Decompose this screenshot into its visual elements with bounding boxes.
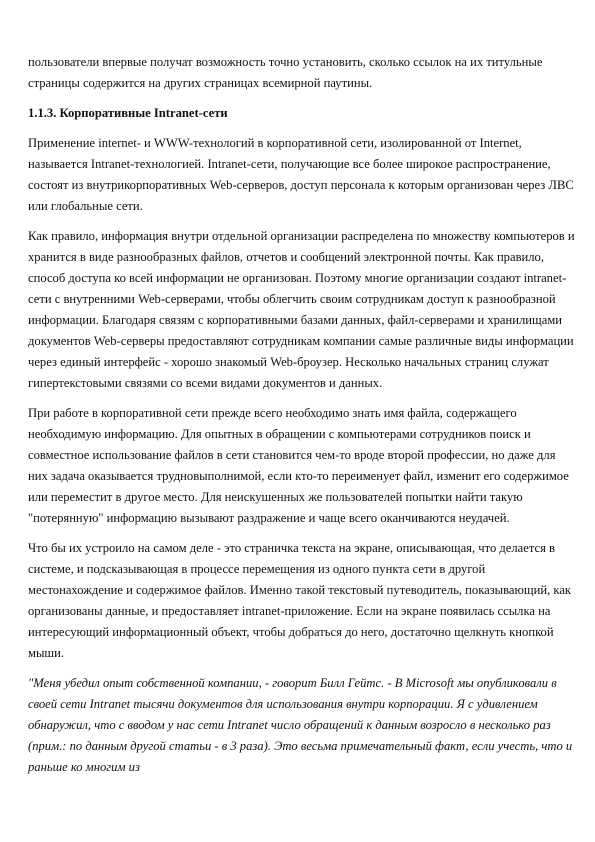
paragraph-file-search: При работе в корпоративной сети прежде всего необходимо знать имя файла, содержащего необходимую информацию. Для опытных в обращении с компьютерами сотрудников поиск и совместное использование файлов в сети становится чем-то вроде второй профессии, но даже для них задача оказывается трудновыполнимой, если кто-то переименует файл, изменит его содержимое или переместит в другое место. Для неискушенных же пользователей попытки найти такую "потерянную" информацию вызывают раздражение и чаще всего оканчиваются неудачей. — [28, 406, 569, 525]
quote-paragraph: "Меня убедил опыт собственной компании, - говорит Билл Гейтс. - В Microsoft мы опубликовали в своей сети Intranet тысячи документов для использования внутри корпорации. Я с удивлением обнаружил, что с вводом у нас сети Intranet число обращений к данным возросло в несколько раз (прим.: по данным другой статьи - в 3 раза). Это весьма примечательный факт, если учесть, что и раньше ко многим из — [28, 676, 573, 774]
paragraph-text-guide: Что бы их устроило на самом деле - это страничка текста на экране, описывающая, что делается в системе, и подсказывающая в процессе перемещения из одного пункта сети в другой местонахождение и содержимое файлов. Именно такой текстовый путеводитель, показывающий, как организованы данные, и предоставляет intranet-приложение. Если на экране появилась ссылка на интересующий информационный объект, чтобы добраться до него, достаточно щелкнуть кнопкой мыши. — [28, 541, 572, 660]
section-heading: 1.1.3. Корпоративные Intranet-сети — [28, 106, 228, 120]
paragraph-information-distribution: Как правило, информация внутри отдельной организации распределена по множеству компьютеров и хранится в виде разнообразных файлов, отчетов и сообщений электронной почты. Как правило, способ доступа ко всей информации не организован. Поэтому многие организации создают intranet-сети с внутренними Web-серверами, чтобы облегчить своим сотрудникам доступ к разнообразной информации. Благодаря связям с корпоративными базами данных, файл-серверами и хранилищами документов Web-серверы предоставляют сотрудникам компании самые различные виды информации через единый интерфейс - хорошо знакомый Web-броузер. Несколько начальных страниц служат гипертекстовыми связями со всеми видами документов и данных. — [28, 229, 575, 390]
document-body — [28, 52, 576, 778]
paragraph-intranet-definition: Применение internet- и WWW-технологий в корпоративной сети, изолированной от Internet, называется Intranet-технологией. Intranet-сети, получающие все более широкое распространение, состоят из внутрикорпоративных Web-серверов, доступ персонала к которым организован через ЛВС или глобальные сети. — [28, 136, 574, 213]
continuation-paragraph: пользователи впервые получат возможность точно установить, сколько ссылок на их титульные страницы содержится на других страницах всемирной паутины. — [28, 55, 543, 90]
